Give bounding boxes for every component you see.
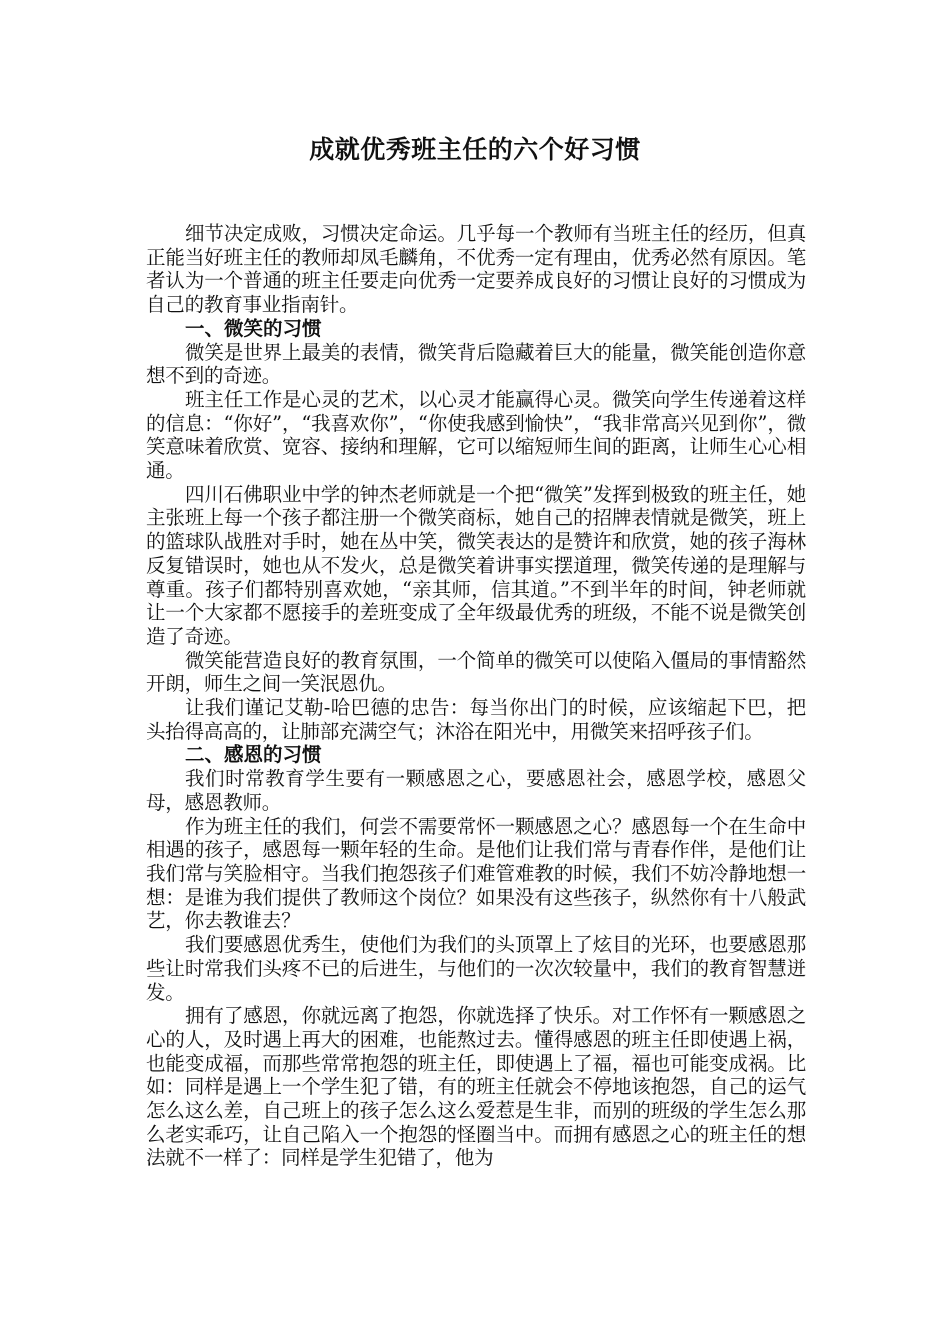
paragraph: 作为班主任的我们，何尝不需要常怀一颗感恩之心？感恩每一个在生命中相遇的孩子，感恩每一颗年轻的生命。是他们让我们常与青春作伴，是他们让我们常与笑脸相守。当我们抱怨孩子们难管难教的时候，我们不妨冷静地想一想：是谁为我们提供了教师这个岗位？如果没有这些孩子，纵然你有十八般武艺，你去教谁去？ — [146, 814, 806, 933]
section-heading-smile: 一、微笑的习惯 — [185, 316, 322, 340]
paragraph: 拥有了感恩，你就远离了抱怨，你就选择了快乐。对工作怀有一颗感恩之心的人，及时遇上再大的困难，也能熬过去。懂得感恩的班主任即使遇上祸，也能变成福，而那些常常抱怨的班主任，即使遇上了福，福也可能变成祸。比如：同样是遇上一个学生犯了错，有的班主任就会不停地该抱怨，自己的运气怎么这么差，自己班上的孩子怎么这么爱惹是生非，而别的班级的学生怎么那么老实乖巧，让自己陷入一个抱怨的怪圈当中。而拥有感恩之心的班主任的想法就不一样了：同样是学生犯错了，他为 — [146, 1004, 806, 1170]
document-title: 成就优秀班主任的六个好习惯 — [309, 135, 641, 164]
paragraph: 我们要感恩优秀生，使他们为我们的头顶罩上了炫目的光环，也要感恩那些让时常我们头疼不已的后进生，与他们的一次次较量中，我们的教育智慧迸发。 — [146, 933, 806, 1004]
section-heading-gratitude: 二、感恩的习惯 — [185, 743, 322, 767]
paragraph: 四川石佛职业中学的钟杰老师就是一个把“微笑”发挥到极致的班主任，她主张班上每一个孩子都注册一个微笑商标，她自己的招牌表情就是微笑，班上的篮球队战胜对手时，她在丛中笑，微笑表达的是赞许和欣赏，她的孩子海林反复错误时，她也从不发火，总是微笑着讲事实摆道理，微笑传递的是理解与尊重。孩子们都特别喜欢她，“亲其师，信其道。”不到半年的时间，钟老师就让一个大家都不愿接手的差班变成了全年级最优秀的班级，不能不说是微笑创造了奇迹。 — [146, 482, 806, 648]
paragraph: 我们时常教育学生要有一颗感恩之心，要感恩社会，感恩学校，感恩父母，感恩教师。 — [146, 767, 806, 814]
paragraph-intro: 细节决定成败，习惯决定命运。几乎每一个教师有当班主任的经历，但真正能当好班主任的教师却凤毛麟角，不优秀一定有理由，优秀必然有原因。笔者认为一个普通的班主任要走向优秀一定要养成良好的习惯让良好的习惯成为自己的教育事业指南针。 — [146, 222, 806, 317]
paragraph: 让我们谨记艾勒-哈巴德的忠告：每当你出门的时候，应该缩起下巴，把头抬得高高的，让肺部充满空气；沐浴在阳光中，用微笑来招呼孩子们。 — [146, 696, 806, 743]
paragraph: 班主任工作是心灵的艺术，以心灵才能赢得心灵。微笑向学生传递着这样的信息：“你好”，“我喜欢你”，“你使我感到愉快”，“我非常高兴见到你”，微笑意味着欣赏、宽容、接纳和理解，它可以缩短师生间的距离，让师生心心相通。 — [146, 387, 806, 483]
document-body — [146, 222, 806, 1170]
paragraph: 微笑是世界上最美的表情，微笑背后隐藏着巨大的能量，微笑能创造你意想不到的奇迹。 — [146, 340, 806, 388]
paragraph: 微笑能营造良好的教育氛围，一个简单的微笑可以使陷入僵局的事情豁然开朗，师生之间一笑泯恩仇。 — [146, 648, 806, 696]
